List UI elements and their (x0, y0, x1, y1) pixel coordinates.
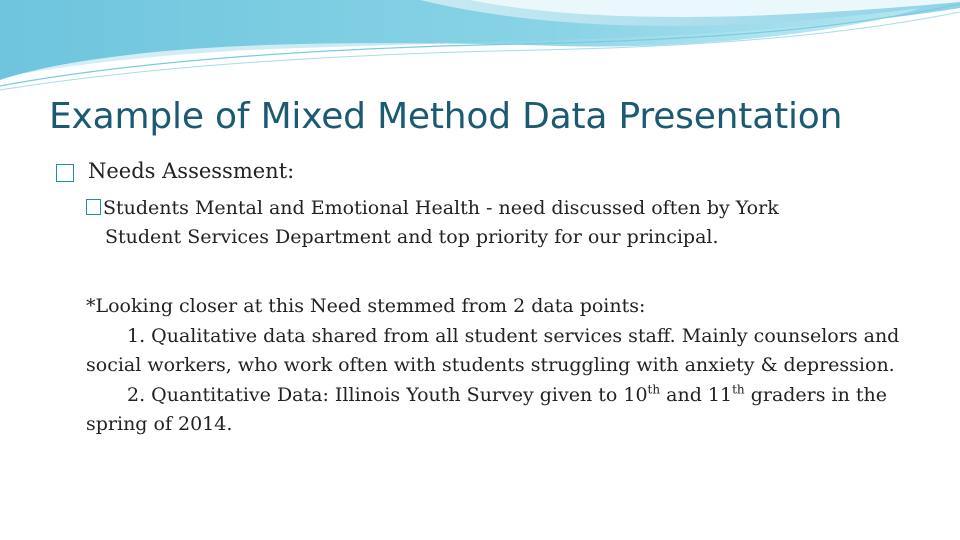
header-wave-decoration (0, 0, 960, 110)
sub-bullet-box-icon (86, 199, 101, 215)
sub-bullet-line2: Student Services Department and top priority for our principal. (105, 226, 719, 248)
point-2-part-b: and 11 (660, 383, 733, 406)
bullet-needs-assessment (56, 159, 294, 183)
bullet-box-icon (56, 164, 74, 182)
superscript-th: th (732, 382, 745, 397)
point-2 (86, 381, 926, 440)
sub-bullet (86, 194, 886, 252)
superscript-th: th (647, 382, 661, 397)
point-2-part-c: graders in the spring of 2014. (86, 383, 888, 435)
data-points-paragraph (86, 292, 926, 440)
sub-bullet-line1: Students Mental and Emotional Health - need discussed often by York (103, 197, 779, 219)
slide-title: Example of Mixed Method Data Presentation (49, 96, 843, 137)
point-1: 1. Qualitative data shared from all student services staff. Mainly counselors and social workers, who work often with students struggling with anxiety & depression. (86, 324, 900, 376)
point-2-part-a: 2. Quantitative Data: Illinois Youth Survey given to 10 (127, 383, 648, 406)
bullet-text: Needs Assessment: (88, 159, 295, 183)
intro-line: *Looking closer at this Need stemmed from 2 data points: (86, 295, 646, 317)
